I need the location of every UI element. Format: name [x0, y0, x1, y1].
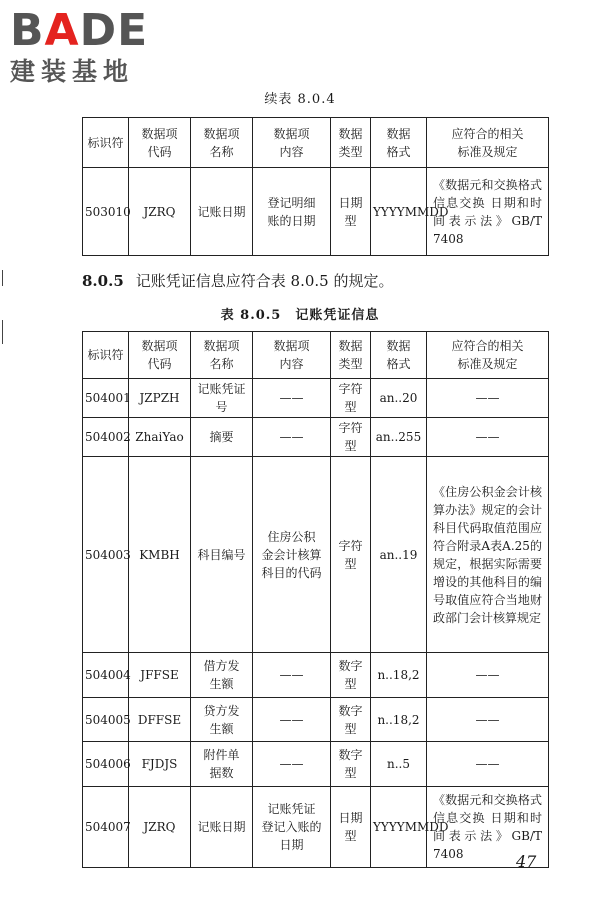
- cell-item-content: ——: [253, 418, 331, 457]
- cell-item-code: JFFSE: [129, 653, 191, 698]
- page-number: 47: [516, 852, 537, 871]
- cell-identifier: 504007: [83, 787, 129, 868]
- logo-wordmark: BADE: [10, 5, 149, 56]
- cell-item-code: JZRQ: [129, 168, 191, 256]
- header-standard: 应符合的相关 标准及规定: [427, 332, 549, 379]
- cell-data-type: 数字型: [331, 653, 371, 698]
- header-standard: 应符合的相关 标准及规定: [427, 118, 549, 168]
- cell-data-type: 字符型: [331, 457, 371, 653]
- cell-data-format: an..19: [371, 457, 427, 653]
- cell-standard: ——: [427, 418, 549, 457]
- header-item-content: 数据项 内容: [253, 332, 331, 379]
- cell-data-format: an..20: [371, 379, 427, 418]
- table-8-0-5: [82, 331, 549, 868]
- cell-identifier: 504001: [83, 379, 129, 418]
- table-row: [83, 787, 549, 868]
- cell-item-content: ——: [253, 742, 331, 787]
- header-item-name: 数据项 名称: [191, 332, 253, 379]
- header-item-content: 数据项 内容: [253, 118, 331, 168]
- header-data-format: 数据 格式: [371, 118, 427, 168]
- cell-data-format: an..255: [371, 418, 427, 457]
- cell-item-code: JZPZH: [129, 379, 191, 418]
- header-identifier: 标识符: [83, 332, 129, 379]
- cell-standard: 《数据元和交换格式 信息交换 日期和时间表示法》GB/T 7408: [427, 787, 549, 868]
- cell-identifier: 504002: [83, 418, 129, 457]
- cell-data-type: 日期型: [331, 168, 371, 256]
- cell-data-format: YYYYMMDD: [371, 168, 427, 256]
- cell-data-type: 日期型: [331, 787, 371, 868]
- cell-item-code: JZRQ: [129, 787, 191, 868]
- cell-item-content: 住房公积 金会计核算 科目的代码: [253, 457, 331, 653]
- cell-item-name: 附件单 据数: [191, 742, 253, 787]
- cell-standard: ——: [427, 379, 549, 418]
- table-row: [83, 698, 549, 742]
- margin-mark: [2, 270, 3, 286]
- cell-item-content: 登记明细 账的日期: [253, 168, 331, 256]
- cell-identifier: 503010: [83, 168, 129, 256]
- cell-item-name: 贷方发 生额: [191, 698, 253, 742]
- cell-item-code: FJDJS: [129, 742, 191, 787]
- header-data-format: 数据 格式: [371, 332, 427, 379]
- cell-standard: 《数据元和交换格式 信息交换 日期和时间表示法》GB/T 7408: [427, 168, 549, 256]
- cell-item-code: ZhaiYao: [129, 418, 191, 457]
- table-row: [83, 168, 549, 256]
- cell-standard: ——: [427, 653, 549, 698]
- cell-identifier: 504006: [83, 742, 129, 787]
- header-item-code: 数据项 代码: [129, 118, 191, 168]
- table-row: [83, 418, 549, 457]
- cell-data-format: n..18,2: [371, 653, 427, 698]
- table-8-0-4-continued: [82, 117, 549, 256]
- cell-item-name: 记账凭证号: [191, 379, 253, 418]
- logo-tagline: 建装基地: [10, 57, 135, 86]
- cell-identifier: 504003: [83, 457, 129, 653]
- cell-identifier: 504004: [83, 653, 129, 698]
- cell-data-type: 数字型: [331, 698, 371, 742]
- cell-data-format: n..18,2: [371, 698, 427, 742]
- header-item-name: 数据项 名称: [191, 118, 253, 168]
- cell-standard: ——: [427, 698, 549, 742]
- table-row: [83, 742, 549, 787]
- cell-item-name: 摘要: [191, 418, 253, 457]
- cell-identifier: 504005: [83, 698, 129, 742]
- clause-text: 记账凭证信息应符合表 8.0.5 的规定。: [135, 272, 394, 290]
- cell-data-format: n..5: [371, 742, 427, 787]
- table-row: [83, 457, 549, 653]
- table-8-0-5-caption: 表 8.0.5 记账凭证信息: [220, 308, 380, 323]
- cell-item-content: 记账凭证 登记入账的 日期: [253, 787, 331, 868]
- cell-data-format: YYYYMMDD: [371, 787, 427, 868]
- table-header-row: [83, 332, 549, 379]
- cell-item-code: DFFSE: [129, 698, 191, 742]
- cell-item-name: 借方发 生额: [191, 653, 253, 698]
- cell-item-name: 科目编号: [191, 457, 253, 653]
- cell-item-content: ——: [253, 698, 331, 742]
- cell-data-type: 字符型: [331, 418, 371, 457]
- cell-data-type: 数字型: [331, 742, 371, 787]
- cell-data-type: 字符型: [331, 379, 371, 418]
- cell-standard: ——: [427, 742, 549, 787]
- header-item-code: 数据项 代码: [129, 332, 191, 379]
- cell-item-name: 记账日期: [191, 787, 253, 868]
- cell-item-content: ——: [253, 379, 331, 418]
- cell-standard: 《住房公积金会计核算办法》规定的会计科目代码取值范围应符合附录A表A.25的规定，根据实际需要增设的其他科目的编号取值应符合当地财政部门会计核算规定: [427, 457, 549, 653]
- cell-item-code: KMBH: [129, 457, 191, 653]
- clause-8-0-5: [82, 270, 393, 291]
- table-row: [83, 653, 549, 698]
- margin-mark: [2, 320, 3, 344]
- header-identifier: 标识符: [83, 118, 129, 168]
- cell-item-content: ——: [253, 653, 331, 698]
- cell-item-name: 记账日期: [191, 168, 253, 256]
- table-row: [83, 379, 549, 418]
- header-data-type: 数据 类型: [331, 118, 371, 168]
- table-8-0-4-continued-caption: 续表 8.0.4: [264, 92, 336, 107]
- bade-logo: [10, 6, 180, 98]
- clause-number: 8.0.5: [82, 272, 124, 290]
- header-data-type: 数据 类型: [331, 332, 371, 379]
- table-header-row: [83, 118, 549, 168]
